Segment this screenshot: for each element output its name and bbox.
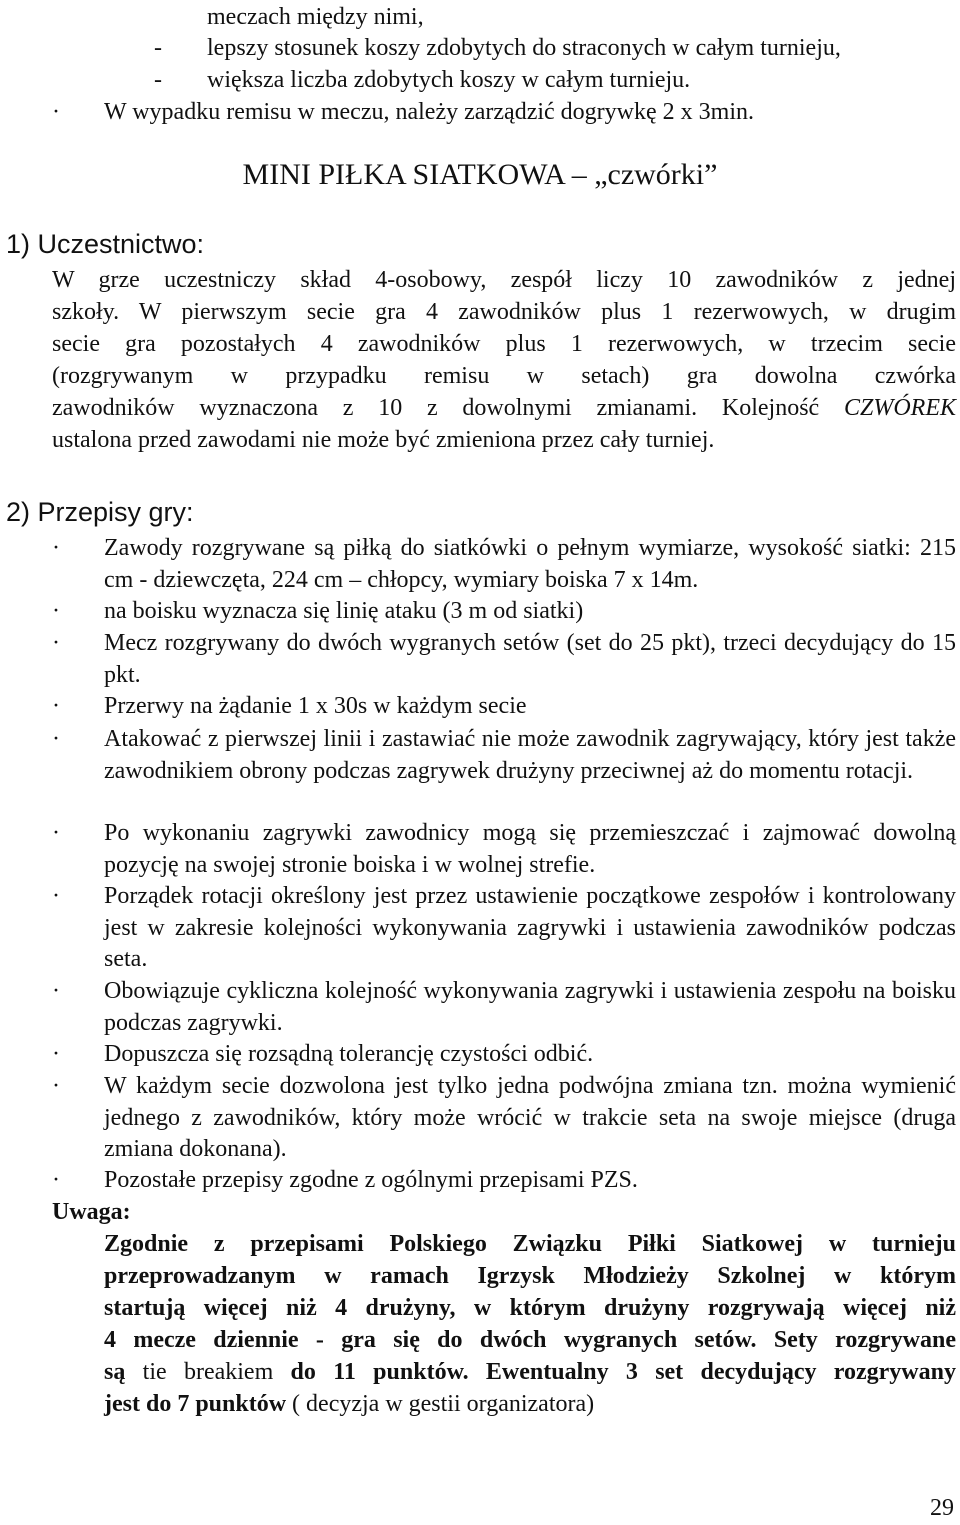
note-line: 4 mecze dziennie - gra się do dwóch wygranych setów. Sety rozgrywane — [104, 1327, 956, 1353]
rule-item: Atakować z pierwszej linii i zastawiać nie może zawodnik zagrywający, który jest także zawodnikiem obrony podczas zagrywek drużyny przeciwnej aż do momentu rotacji. — [104, 726, 956, 784]
rule-item: Mecz rozgrywany do dwóch wygranych setów (set do 25 pkt), trzeci decydujący do 15 pkt. — [104, 630, 956, 688]
note-line — [104, 1357, 956, 1389]
rule-item: na boisku wyznacza się linię ataku (3 m od siatki) — [104, 598, 584, 624]
rule-item: Dopuszcza się rozsądną tolerancję czystości odbić. — [104, 1041, 594, 1067]
bullet-marker: · — [52, 726, 60, 752]
bold-text: do 11 punktów. Ewentualny 3 set decydujący rozgrywany — [290, 1359, 956, 1385]
paragraph-line: secie gra pozostałych 4 zawodników plus 1 rezerwowych, w trzecim secie — [52, 331, 956, 357]
note-line: przeprowadzanym w ramach Igrzysk Młodzieży Szkolnej w którym — [104, 1263, 956, 1289]
rule-item: Obowiązuje cykliczna kolejność wykonywania zagrywki i ustawienia zespołu na boisku podczas zagrywki. — [104, 978, 956, 1036]
intro-dash-item: większa liczba zdobytych koszy w całym turnieju. — [207, 67, 691, 93]
rule-item: Przerwy na żądanie 1 x 30s w każdym secie — [104, 693, 527, 719]
bullet-marker: · — [52, 535, 60, 561]
note-line — [104, 1389, 594, 1421]
text-run: zawodników wyznaczona z 10 z dowolnymi zmianami. Kolejność — [52, 395, 844, 421]
rule-item: Porządek rotacji określony jest przez ustawienie początkowe zespołów i kontrolowany jest w zakresie kolejności wykonywania zagrywki i ustawienia zawodników podczas seta. — [104, 883, 956, 972]
bullet-marker: · — [52, 1167, 60, 1193]
note-label: Uwaga: — [52, 1199, 131, 1225]
bullet-marker: · — [52, 693, 60, 719]
bullet-marker: · — [52, 978, 60, 1004]
paragraph-line: (rozgrywanym w przypadku remisu w setach) gra dowolna czwórka — [52, 363, 956, 389]
intro-dash-item: lepszy stosunek koszy zdobytych do straconych w całym turnieju, — [207, 35, 841, 61]
bullet-marker: · — [52, 1041, 60, 1067]
note-line: startują więcej niż 4 drużyny, w którym drużyny rozgrywają więcej niż — [104, 1295, 956, 1321]
emphasis-text: CZWÓREK — [843, 395, 956, 421]
text-run: tie breakiem — [125, 1359, 291, 1385]
bullet-marker: · — [52, 1073, 60, 1099]
bullet-marker: · — [52, 883, 60, 909]
bullet-marker: · — [52, 598, 60, 624]
text-run: ( decyzja w gestii organizatora) — [286, 1391, 595, 1417]
rule-item: W każdym secie dozwolona jest tylko jedna podwójna zmiana tzn. można wymienić jednego z zawodników, który może wrócić w trakcie seta na swoje miejsce (druga zmiana dokonana). — [104, 1073, 956, 1162]
bold-text: są — [104, 1359, 126, 1385]
paragraph-line: W grze uczestniczy skład 4-osobowy, zespół liczy 10 zawodników z jednej — [52, 267, 956, 293]
rule-item: Po wykonaniu zagrywki zawodnicy mogą się przemieszczać i zajmować dowolną pozycję na swojej stronie boiska i w wolnej strefie. — [104, 820, 956, 878]
intro-line: meczach między nimi, — [207, 4, 424, 30]
bullet-marker: · — [52, 820, 60, 846]
rule-item: Pozostałe przepisy zgodne z ogólnymi przepisami PZS. — [104, 1167, 638, 1193]
note-line: Zgodnie z przepisami Polskiego Związku Piłki Siatkowej w turnieju — [104, 1231, 956, 1257]
intro-bullet-item: W wypadku remisu w meczu, należy zarządzić dogrywkę 2 x 3min. — [104, 99, 754, 125]
rule-item: Zawody rozgrywane są piłką do siatkówki o pełnym wymiarze, wysokość siatki: 215 cm - dziewczęta, 224 cm – chłopcy, wymiary boiska 7 x 14m. — [104, 535, 956, 593]
dash-marker: - — [154, 35, 162, 61]
dash-marker: - — [154, 67, 162, 93]
page-number: 29 — [930, 1495, 954, 1521]
bold-text: jest do 7 punktów — [104, 1391, 287, 1417]
section-heading-przepisy: 2) Przepisy gry: — [6, 497, 194, 527]
bullet-marker: · — [52, 630, 60, 656]
section-heading-uczestnictwo: 1) Uczestnictwo: — [6, 229, 205, 259]
paragraph-line — [52, 393, 956, 425]
paragraph-line: szkoły. W pierwszym secie gra 4 zawodników plus 1 rezerwowych, w drugim — [52, 299, 956, 325]
paragraph-line: ustalona przed zawodami nie może być zmieniona przez cały turniej. — [52, 427, 715, 453]
bullet-marker: · — [52, 99, 60, 125]
section-title: MINI PIŁKA SIATKOWA – „czwórki” — [242, 158, 718, 191]
